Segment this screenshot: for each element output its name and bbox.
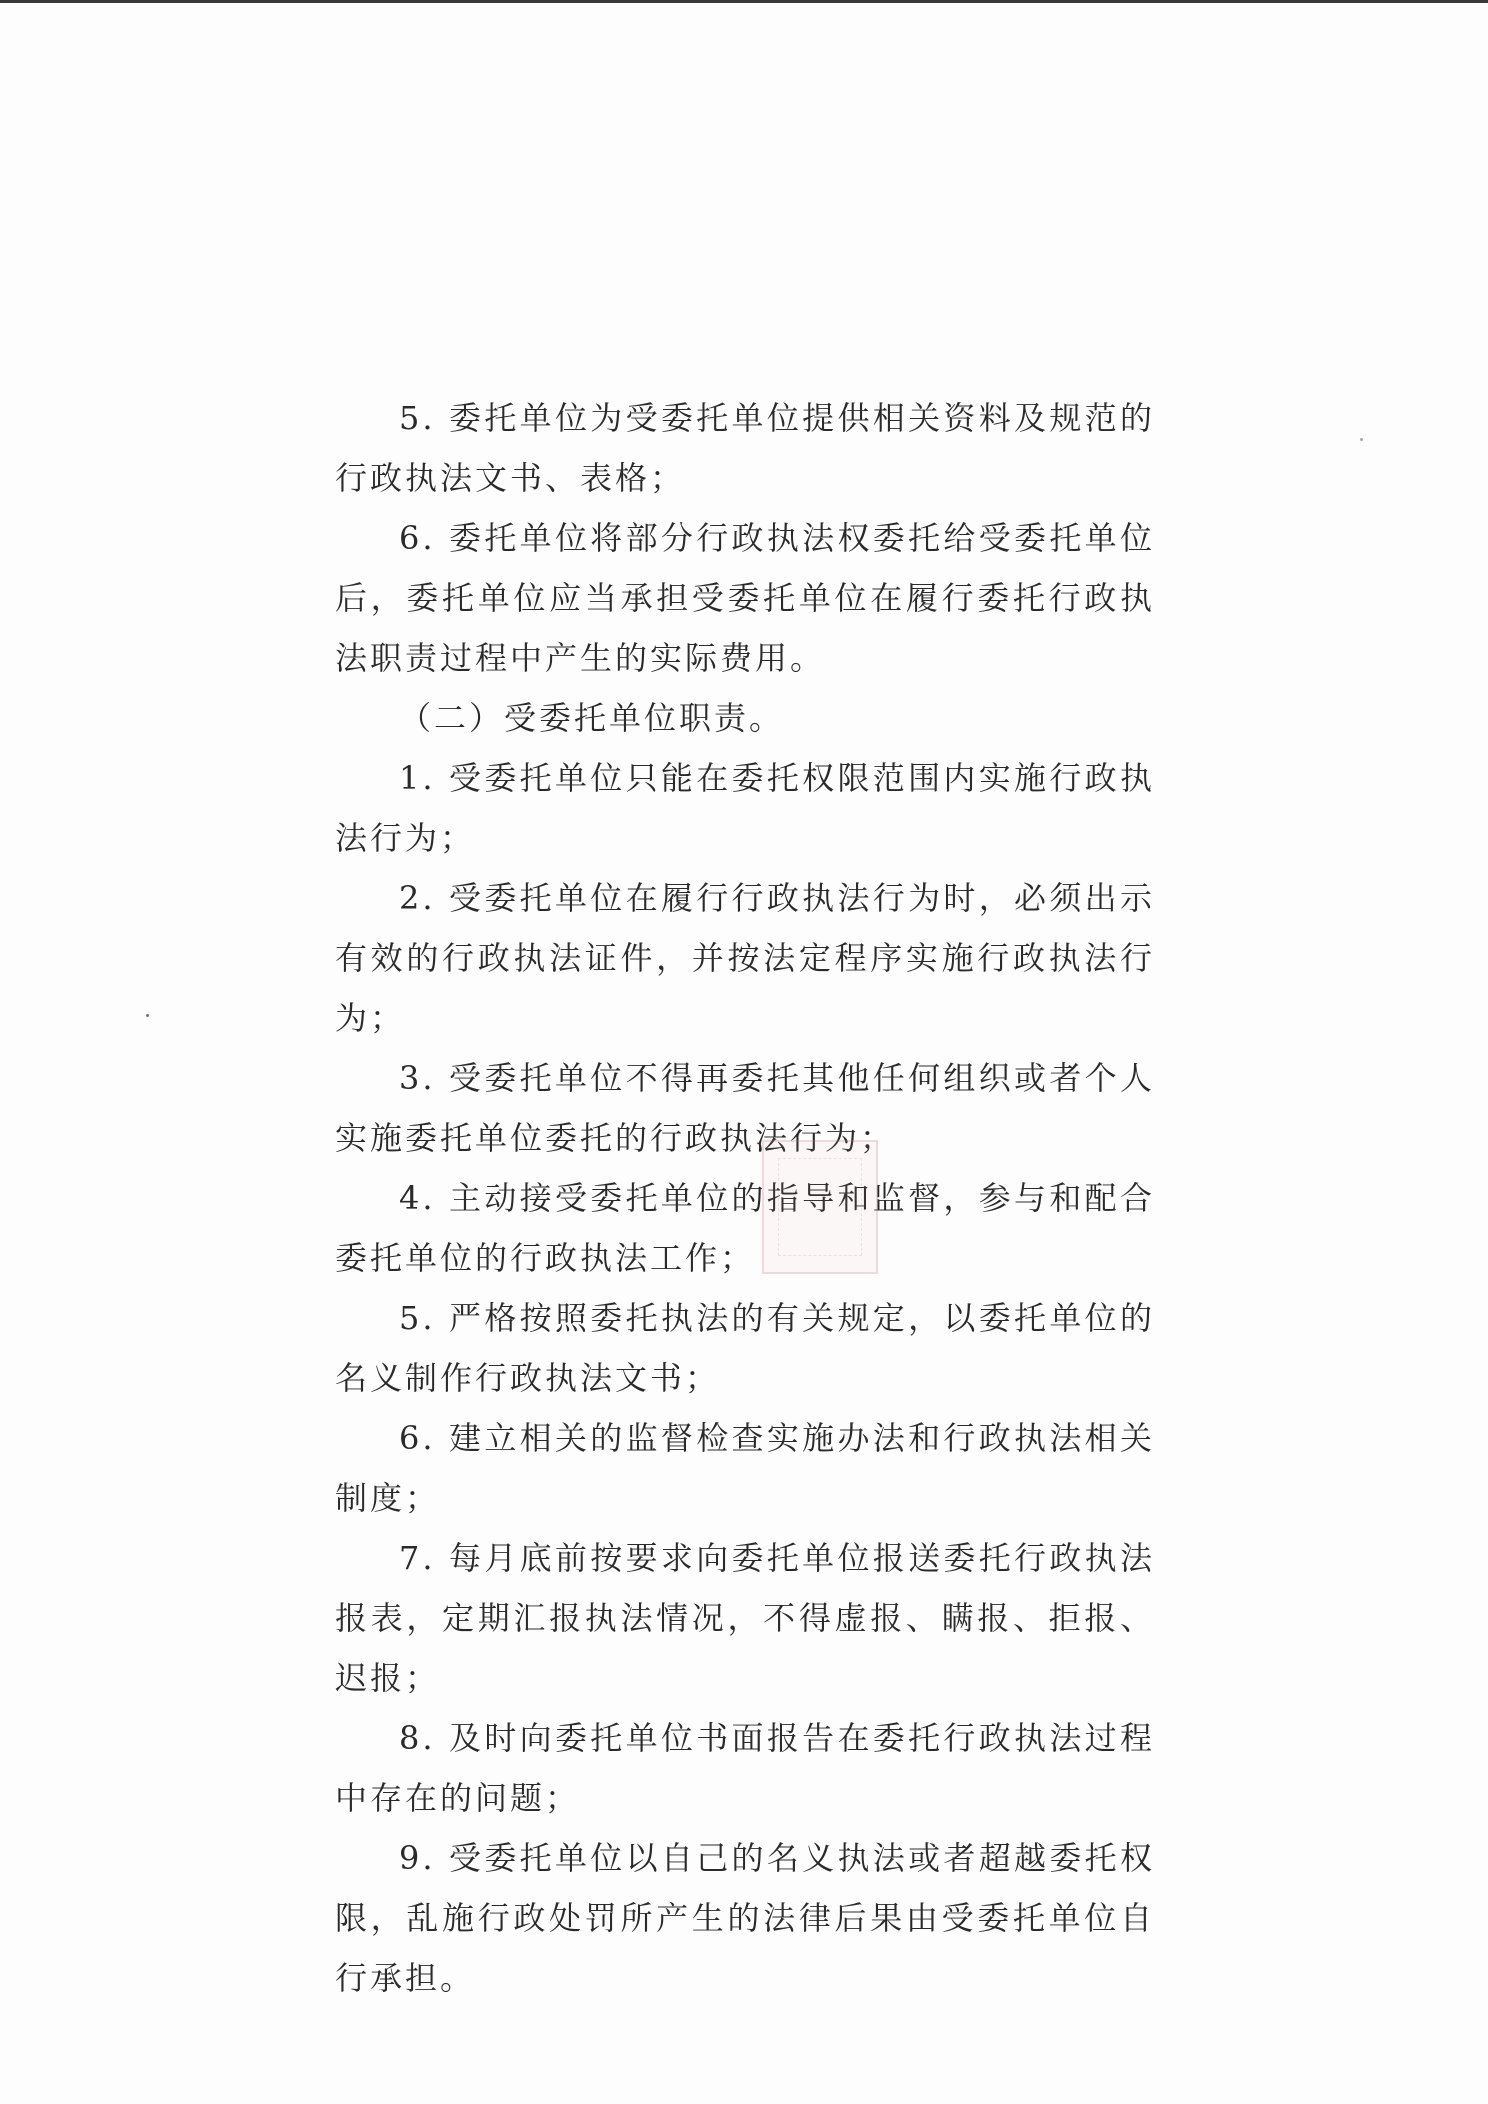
scan-speck <box>146 1014 149 1017</box>
paragraph-item-1: 1. 受委托单位只能在委托权限范围内实施行政执法行为； <box>335 759 1155 857</box>
paragraph-item-6: 6. 建立相关的监督检查实施办法和行政执法相关制度； <box>335 1419 1155 1517</box>
scan-top-edge <box>0 0 1488 3</box>
paragraph-item-5: 5. 严格按照委托执法的有关规定，以委托单位的名义制作行政执法文书； <box>335 1299 1155 1397</box>
paragraph-item-9: 9. 受委托单位以自己的名义执法或者超越委托权限，乱施行政处罚所产生的法律后果由受委托单位自行承担。 <box>335 1839 1155 1997</box>
paragraph-item-6-entrusting: 6. 委托单位将部分行政执法权委托给受委托单位后，委托单位应当承担受委托单位在履行委托行政执法职责过程中产生的实际费用。 <box>335 519 1155 677</box>
faint-seal-stamp <box>762 1140 878 1274</box>
paragraph-item-3: 3. 受委托单位不得再委托其他任何组织或者个人实施委托单位委托的行政执法行为； <box>335 1059 1155 1157</box>
scan-speck <box>1360 438 1363 441</box>
paragraph-item-2: 2. 受委托单位在履行行政执法行为时，必须出示有效的行政执法证件，并按法定程序实施行政执法行为； <box>335 879 1155 1037</box>
paragraph-item-8: 8. 及时向委托单位书面报告在委托行政执法过程中存在的问题； <box>335 1719 1155 1817</box>
paragraph-item-7: 7. 每月底前按要求向委托单位报送委托行政执法报表，定期汇报执法情况，不得虚报、瞒报、拒报、迟报； <box>335 1539 1155 1697</box>
paragraph-item-4: 4. 主动接受委托单位的指导和监督，参与和配合委托单位的行政执法工作； <box>335 1179 1155 1277</box>
section-heading-entrusted-duties: （二）受委托单位职责。 <box>399 699 785 737</box>
paragraph-item-5-entrusting: 5. 委托单位为受委托单位提供相关资料及规范的行政执法文书、表格； <box>335 399 1155 497</box>
document-body <box>335 388 1155 2008</box>
